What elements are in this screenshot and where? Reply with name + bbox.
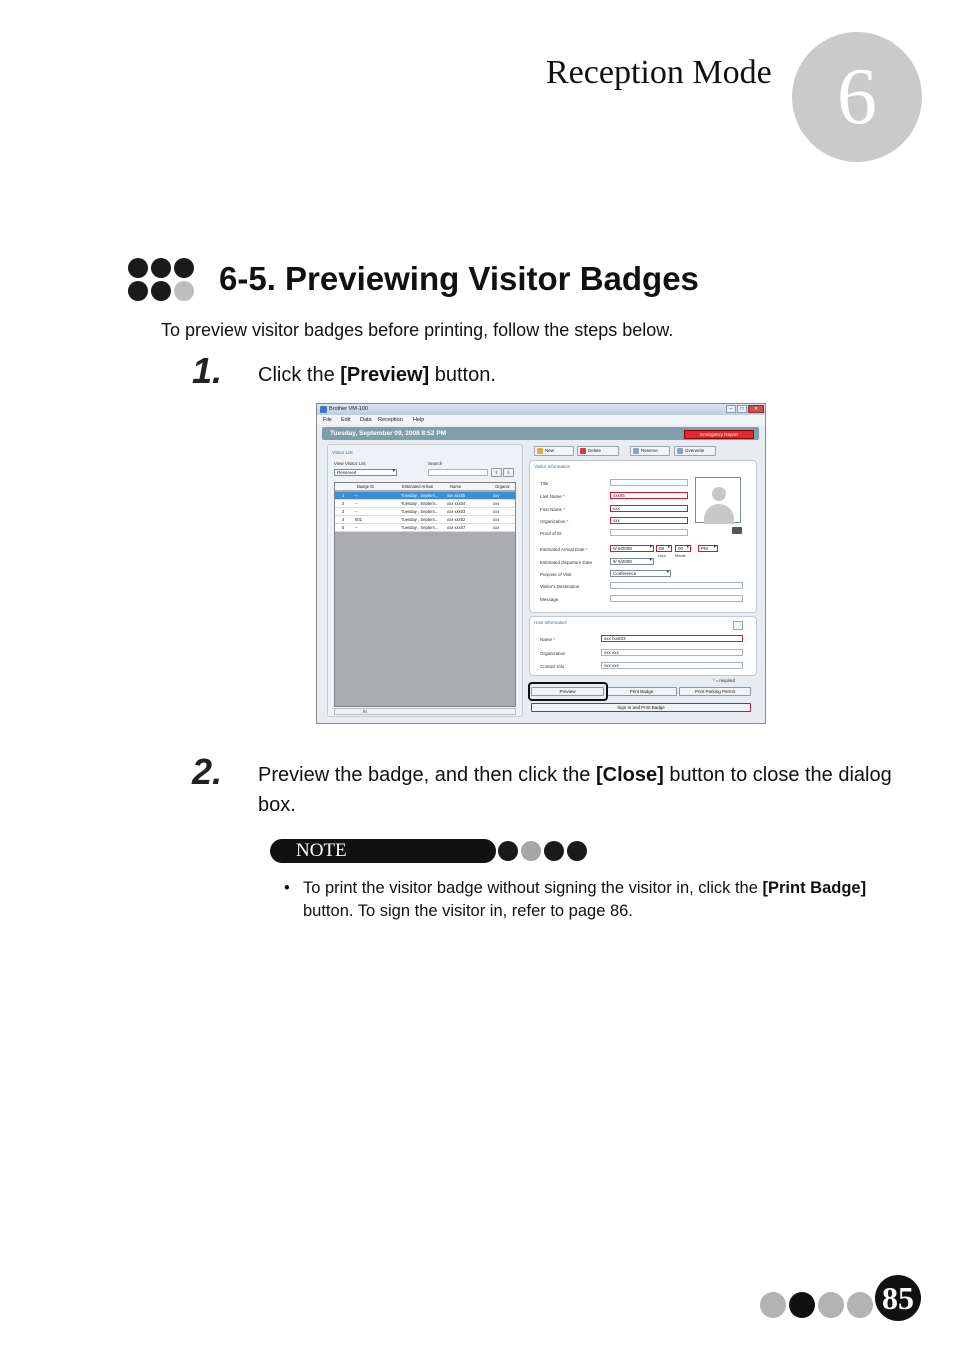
menu-file[interactable]: File <box>323 417 332 423</box>
departure-date-picker[interactable]: 9/ 9/2008 ▾ <box>610 558 654 565</box>
chapter-badge <box>792 32 922 162</box>
reserve-button[interactable]: Reserve <box>630 446 670 456</box>
new-icon <box>537 448 543 454</box>
maximize-icon[interactable]: □ <box>737 405 747 413</box>
first-name-field[interactable]: xxx <box>610 505 688 512</box>
host-info-panel: Host Information Name * xxx host03 Organization xxx xxx Contact Info xxx xxx <box>529 616 757 676</box>
chapter-number: 6 <box>837 53 877 141</box>
intro-text: To preview visitor badges before printing, follow the steps below. <box>161 320 674 340</box>
table-row[interactable]: 5 -- Tuesday , Septem... xxx xxx07 xxx <box>335 524 515 532</box>
horizontal-scrollbar[interactable]: III <box>334 708 516 715</box>
preview-highlight <box>528 682 608 701</box>
overwrite-button[interactable]: Overwrite <box>674 446 716 456</box>
page-number-badge <box>875 1275 921 1321</box>
search-input[interactable] <box>428 469 488 476</box>
host-organization-field[interactable]: xxx xxx <box>601 649 743 656</box>
table-row[interactable]: 1 -- Tuesday , Septem... xxx xxx05 xxx <box>335 492 515 500</box>
purpose-select[interactable]: Conference ▾ <box>610 570 671 577</box>
host-contact-field[interactable]: xxx xxx <box>601 662 743 669</box>
page-dot-icon <box>847 1292 873 1318</box>
page-number: 85 <box>882 1280 914 1316</box>
host-name-field[interactable]: xxx host03 <box>601 635 743 642</box>
emergency-report-button[interactable]: Emergency Report <box>684 430 754 439</box>
delete-icon <box>580 448 586 454</box>
menu-reception[interactable]: Reception <box>378 417 403 423</box>
step-number-1: 1. <box>192 350 223 391</box>
new-button[interactable]: New <box>534 446 574 456</box>
arrival-ampm-select[interactable]: PM ▾ <box>698 545 718 552</box>
organization-field[interactable]: xxx <box>610 517 688 524</box>
sort-up-icon[interactable]: ⇧ <box>491 468 502 477</box>
sign-in-print-badge-button[interactable]: Sign In and Print Badge <box>531 703 751 712</box>
visitor-info-panel: Visitor Information Title Last Name * xxx05 First Name * xxx Organization * xxx Proof of ID Estimated Arrival Date * 9/ 9/2008 ▾ 08 ▾ 00 ▾ PM ▾ Hour Minute Estimated Departure Date 9/ 9/2008 ▾ Purpose of Visit Conference ▾ Visitor's Destination Message <box>529 460 757 613</box>
message-field[interactable] <box>610 595 743 602</box>
app-icon <box>320 406 327 413</box>
page-dot-icon <box>760 1292 786 1318</box>
visitor-table <box>334 482 516 707</box>
visitor-list-panel: Visitor List View Visitor List Reserved ▾ Search ⇧ ⇩ Badge ID Estimated Arrival Name Organiz 1 -- Tuesday , Septem... xxx xxx05 xxx 2 -- Tuesday , Septem... xxx xxx04 xxx 3 -- Tuesday , Septem... xxx xxx03 xxx 4 001 Tuesday , Septem... xxx xxx02 xxx 5 -- Tuesday , Septem... xxx xxx07 xxx III <box>327 444 523 717</box>
note-dot-icon <box>521 841 541 861</box>
page-dot-icon <box>818 1292 844 1318</box>
window-titlebar: Brother VM-100 – □ ✕ <box>317 404 766 415</box>
close-icon[interactable]: ✕ <box>748 405 764 413</box>
chapter-title: Reception Mode <box>546 54 772 91</box>
last-name-field[interactable]: xxx05 <box>610 492 688 499</box>
page-dot-icon <box>789 1292 815 1318</box>
arrival-minute-select[interactable]: 00 ▾ <box>675 545 691 552</box>
delete-button[interactable]: Delete <box>577 446 619 456</box>
note-bullet: • <box>284 879 290 897</box>
camera-icon[interactable] <box>732 527 742 534</box>
arrival-hour-select[interactable]: 08 ▾ <box>656 545 672 552</box>
required-legend: * = required <box>713 678 735 683</box>
title-field[interactable] <box>610 479 688 486</box>
note-label: NOTE <box>270 839 496 863</box>
search-host-icon[interactable] <box>733 621 743 630</box>
preview-button[interactable]: Preview <box>531 687 604 696</box>
overwrite-icon <box>677 448 683 454</box>
menu-data[interactable]: Data <box>360 417 372 423</box>
visitor-photo <box>695 477 741 523</box>
destination-field[interactable] <box>610 582 743 589</box>
menu-bar <box>317 415 766 425</box>
sort-down-icon[interactable]: ⇩ <box>503 468 514 477</box>
app-screenshot <box>316 403 766 724</box>
note-text: To print the visitor badge without signing the visitor in, click the [Print Badge] button. To sign the visitor in, refer to page 86. <box>303 879 867 920</box>
table-header: Badge ID Estimated Arrival Name Organiz <box>335 483 515 491</box>
arrival-date-picker[interactable]: 9/ 9/2008 ▾ <box>610 545 654 552</box>
proof-of-id-field[interactable] <box>610 529 688 536</box>
note-dot-icon <box>544 841 564 861</box>
step-text-1: Click the [Preview] button. <box>258 364 496 386</box>
step-number-2: 2. <box>192 751 223 792</box>
note-dot-icon <box>567 841 587 861</box>
print-badge-button[interactable]: Print Badge <box>606 687 677 696</box>
record-toolbar <box>529 444 761 458</box>
view-list-select[interactable]: Reserved ▾ <box>334 469 397 476</box>
current-date: Tuesday, September 09, 2008 8:52 PM <box>330 430 447 437</box>
print-parking-permit-button[interactable]: Print Parking Permit <box>679 687 751 696</box>
reserve-icon <box>633 448 639 454</box>
note-dot-icon <box>498 841 518 861</box>
section-dots-icon <box>128 258 196 302</box>
table-row[interactable]: 3 -- Tuesday , Septem... xxx xxx03 xxx <box>335 508 515 516</box>
table-row[interactable]: 2 -- Tuesday , Septem... xxx xxx04 xxx <box>335 500 515 508</box>
step-text-2: Preview the badge, and then click the [Close] button to close the dialog box. <box>258 764 892 816</box>
section-title: 6-5. Previewing Visitor Badges <box>219 260 699 297</box>
minimize-icon[interactable]: – <box>726 405 736 413</box>
menu-help[interactable]: Help <box>413 417 425 423</box>
menu-edit[interactable]: Edit <box>341 417 351 423</box>
table-row[interactable]: 4 001 Tuesday , Septem... xxx xxx02 xxx <box>335 516 515 524</box>
